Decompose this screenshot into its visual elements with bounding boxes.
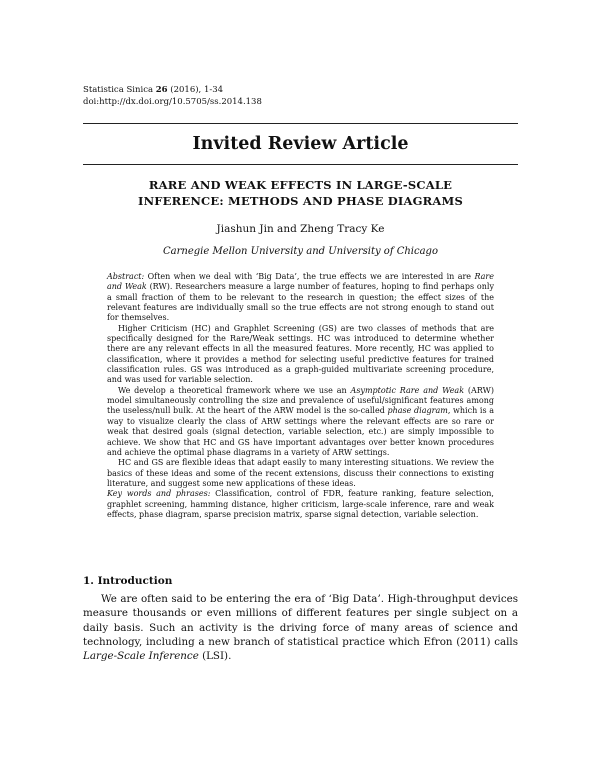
- keywords: Key words and phrases: Classification, control of FDR, feature ranking, feature selection, graphlet screening, hamming distance, higher criticism, large-scale inference, rare and weak effects, phase diagram, sparse precision matrix, sparse signal detection, variable selection.: [107, 489, 494, 519]
- abstract-paragraph-4: HC and GS are flexible ideas that adapt easily to many interesting situations. We review the basics of these ideas and some of the recent extensions, discuss their connections to existing literature, and suggest some new applications of these ideas.: [107, 458, 494, 488]
- article-type: Invited Review Article: [192, 134, 409, 154]
- journal-doi: doi:http://dx.doi.org/10.5705/ss.2014.138: [83, 97, 262, 107]
- journal-volume: 26: [155, 85, 168, 95]
- abstract-paragraph-1: Abstract: Often when we deal with ‘Big Data’, the true effects we are interested in are Rare and Weak (RW). Researchers measure a large number of features, hoping to find perhaps only a small fraction of them to be relevant to the research in question; the effect sizes of the relevant features are individually small so the true effects are not strong enough to stand out for themselves.: [107, 272, 494, 323]
- keywords-label: Key words and phrases:: [107, 489, 211, 499]
- paper-title: RARE AND WEAK EFFECTS IN LARGE-SCALE INFERENCE: METHODS AND PHASE DIAGRAMS: [138, 178, 463, 208]
- article-type-banner: [83, 123, 518, 165]
- section-heading-introduction: 1. Introduction: [83, 575, 173, 587]
- affiliation: Carnegie Mellon University and University of Chicago: [163, 246, 438, 257]
- abstract-label: Abstract:: [107, 272, 145, 281]
- intro-paragraph: We are often said to be entering the era of ‘Big Data’. High-throughput devices measure thousands or even millions of different features per single subject on a daily basis. Such an activity is the driving force of many areas of science and technology, including a new branch of statistical practice which Efron (2011) calls Large-Scale Inference (LSI).: [83, 593, 518, 663]
- abstract-paragraph-3: We develop a theoretical framework where we use an Asymptotic Rare and Weak (ARW) model simultaneously controlling the size and prevalence of useful/significant features among the useless/null bulk. At the heart of the ARW model is the so-called phase diagram, which is a way to visualize clearly the class of ARW settings where the relevant effects are so rare or weak that desired goals (signal detection, variable selection, etc.) are simply impossible to achieve. We show that HC and GS have important advantages over better known procedures and achieve the optimal phase diagrams in a variety of ARW settings.: [107, 385, 495, 457]
- authors: Jiashun Jin and Zheng Tracy Ke: [216, 223, 385, 235]
- journal-citation: [83, 84, 262, 108]
- abstract-paragraph-2: Higher Criticism (HC) and Graphlet Screening (GS) are two classes of methods that are specifically designed for the Rare/Weak settings. HC was introduced to determine whether there are any relevant effects in all the measured features. More recently, HC was applied to classification, where it provides a method for selecting useful predictive features for trained classification rules. GS was introduced as a graph-guided multivariate screening procedure, and was used for variable selection.: [107, 323, 494, 385]
- abstract: [107, 272, 494, 520]
- journal-line: Statistica Sinica 26 (2016), 1-34: [83, 85, 224, 95]
